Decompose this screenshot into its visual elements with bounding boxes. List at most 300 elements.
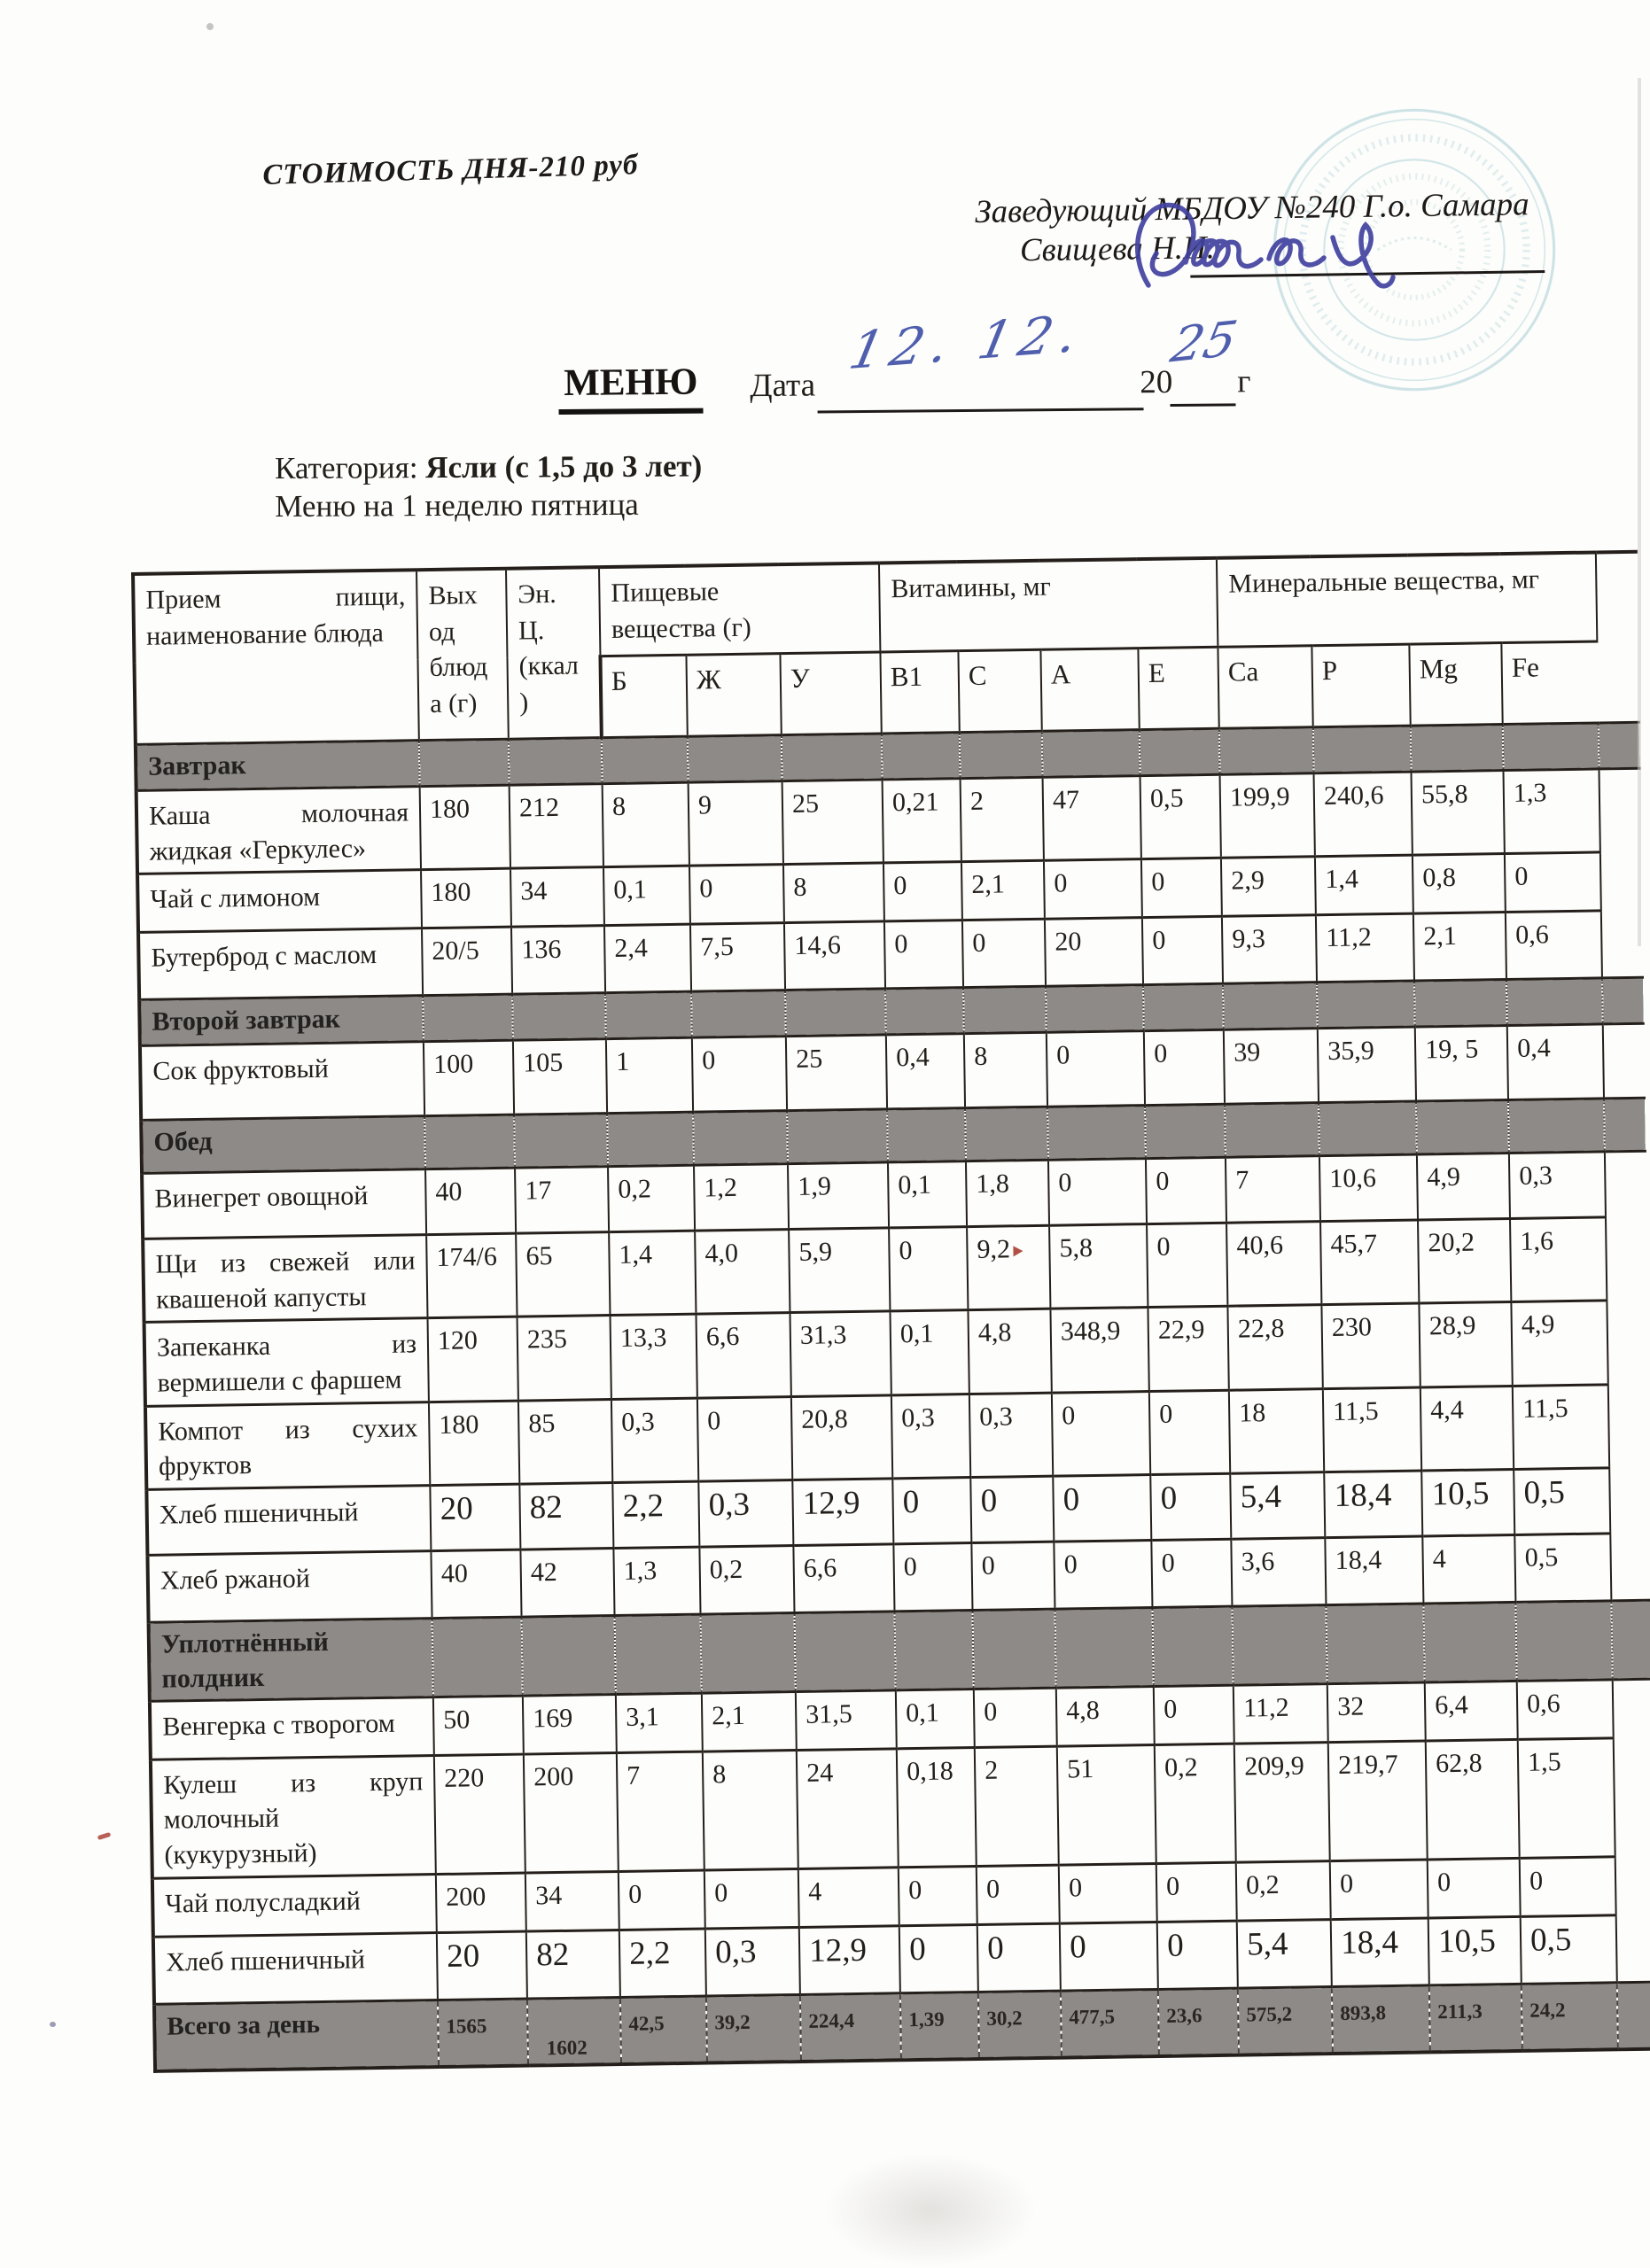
value-cell: 0,5: [1514, 1468, 1610, 1535]
section-cell: [887, 1108, 966, 1162]
value-cell: 0: [1428, 1858, 1521, 1918]
value-cell: 1,5: [1518, 1738, 1615, 1858]
dish-name-cell: Сок фруктовый: [140, 1042, 424, 1121]
value-cell: 0,1: [890, 1310, 969, 1394]
value-cell: 0: [1330, 1859, 1428, 1919]
total-value-cell: 211,3: [1429, 1984, 1522, 2053]
value-cell: 0: [1147, 1223, 1227, 1308]
section-cell: [1225, 1103, 1319, 1158]
value-cell: 0,18: [897, 1747, 977, 1867]
value-cell: 0,4: [886, 1034, 965, 1109]
value-cell: 0: [1054, 1540, 1152, 1609]
value-cell: 7: [1226, 1156, 1320, 1223]
section-overhang: [1602, 977, 1644, 1024]
value-cell: 2,2: [619, 1929, 706, 1997]
dish-name-cell: Чай с лимоном: [137, 870, 422, 933]
value-cell: 10,5: [1421, 1469, 1514, 1536]
value-cell: 0,2: [699, 1545, 794, 1614]
value-cell: 18,4: [1331, 1917, 1429, 1986]
value-cell: 11,2: [1234, 1683, 1328, 1744]
value-cell: 0: [697, 1396, 792, 1481]
value-cell: 0: [889, 1227, 968, 1311]
value-cell: 0,6: [1517, 1680, 1614, 1740]
section-cell: [1046, 985, 1144, 1033]
menu-date-line: [558, 302, 1286, 462]
value-cell: 4,0: [695, 1230, 790, 1315]
section-cell: [963, 986, 1047, 1033]
value-cell: 18,4: [1325, 1536, 1423, 1605]
value-cell: 20,2: [1418, 1219, 1511, 1304]
dish-name-cell: Каша молочная жидкая «Геркулес»: [136, 787, 421, 874]
value-cell: 47: [1043, 776, 1141, 861]
total-value-cell: 477,5: [1061, 1989, 1159, 2058]
value-cell: 0: [1052, 1391, 1150, 1476]
menu-title: МЕНЮ: [558, 361, 704, 415]
value-cell: 7: [617, 1751, 704, 1871]
section-cell: [1219, 727, 1314, 775]
value-cell: 0: [884, 920, 963, 989]
value-cell: 0: [1060, 1922, 1158, 1991]
total-value-cell: 23,6: [1158, 1988, 1239, 2056]
value-cell: 1,8: [966, 1160, 1049, 1226]
value-cell: 0,5: [1521, 1915, 1617, 1984]
section-label: Уплотнённый полдник: [149, 1618, 433, 1701]
value-cell: 1,3: [1504, 769, 1600, 854]
col-header-nutrients-group: Пищевые вещества (г): [599, 563, 880, 656]
section-overhang: [1604, 1098, 1646, 1152]
value-cell: 0,2: [608, 1165, 695, 1231]
dish-name-cell: Винегрет овощной: [142, 1169, 426, 1239]
value-cell: 199,9: [1220, 773, 1315, 858]
dish-name-cell: Компот из сухих фруктов: [145, 1402, 430, 1489]
value-cell: 0: [974, 1688, 1057, 1747]
value-cell: 1,4: [1315, 855, 1413, 915]
dish-name-cell: Венгерка с творогом: [150, 1697, 434, 1759]
dish-name-cell: Бутерброд с маслом: [138, 928, 423, 1000]
value-cell: 174/6: [426, 1233, 517, 1318]
value-cell: 1: [606, 1037, 693, 1113]
value-cell: 0,8: [1413, 854, 1506, 914]
value-cell: 0,2: [1236, 1860, 1331, 1921]
value-cell: 82: [519, 1482, 613, 1550]
col-header-carbs: У: [780, 652, 881, 735]
week-line: Меню на 1 неделю пятница: [275, 486, 639, 524]
value-cell: 220: [434, 1754, 525, 1874]
value-cell: 2,4: [604, 924, 691, 992]
value-cell: 4: [1422, 1534, 1515, 1604]
section-cell: [419, 739, 510, 786]
section-cell: [432, 1617, 523, 1697]
value-cell: 230: [1321, 1303, 1420, 1388]
value-cell: 10,6: [1319, 1154, 1418, 1222]
value-cell: 25: [782, 780, 883, 865]
dish-name-cell: Щи из свежей или квашеной капусты: [143, 1235, 427, 1323]
value-cell: 42: [520, 1548, 614, 1617]
value-cell: 0: [893, 1542, 972, 1611]
section-cell: [1152, 1606, 1233, 1686]
value-cell: 0: [892, 1477, 971, 1543]
value-cell: 18,4: [1324, 1471, 1422, 1538]
row-end: [1599, 768, 1641, 852]
value-cell: 40: [425, 1168, 516, 1234]
dish-name-cell: Чай полусладкий: [152, 1874, 437, 1937]
value-cell: 0,5: [1514, 1534, 1611, 1603]
value-cell: 65: [516, 1232, 610, 1317]
total-value-cell: 1565: [438, 1999, 528, 2067]
value-cell: 0,3: [705, 1927, 800, 1996]
menu-table: [131, 550, 1650, 2073]
value-cell: 10,5: [1428, 1916, 1522, 1985]
director-name: Свищева Н.И.: [1019, 229, 1216, 269]
total-value-cell: 1,39: [900, 1992, 979, 2060]
value-cell: 0,2: [1155, 1744, 1236, 1863]
value-cell: 0: [1150, 1473, 1231, 1540]
value-cell: 1,3: [613, 1547, 700, 1615]
category-value: Ясли (с 1,5 до 3 лет): [425, 448, 703, 485]
section-cell: [1055, 1607, 1153, 1688]
date-underline: [818, 408, 1144, 413]
section-cell: [895, 1610, 974, 1689]
value-cell: 235: [518, 1316, 611, 1401]
value-cell: 51: [1057, 1744, 1156, 1864]
section-cell: [795, 1612, 896, 1692]
dish-name-cell: Кулеш из круп молочный (кукурузный): [151, 1755, 436, 1878]
value-cell: 348,9: [1050, 1308, 1148, 1393]
col-header-minerals-group: Минеральные вещества, мг: [1217, 552, 1597, 647]
value-cell: 2,9: [1221, 857, 1316, 917]
value-cell: 24: [797, 1749, 899, 1868]
col-header-b1: В1: [880, 651, 959, 734]
value-cell: 2,2: [612, 1481, 699, 1548]
value-cell: 169: [523, 1694, 617, 1754]
col-header-energy: Эн. Ц. (ккал ): [506, 567, 602, 739]
value-cell: 0,21: [883, 779, 961, 863]
dish-name-cell: Хлеб пшеничный: [153, 1932, 438, 2004]
value-cell: 8: [964, 1032, 1047, 1107]
ink-speck: [50, 2022, 56, 2027]
scan-edge-streak: [1638, 78, 1641, 946]
section-cell: [1506, 978, 1603, 1026]
value-cell: 20,8: [791, 1394, 892, 1480]
value-cell: 0: [692, 1037, 787, 1113]
section-cell: [1042, 730, 1140, 778]
value-cell: 180: [429, 1401, 519, 1486]
value-cell: 82: [526, 1930, 620, 1999]
total-value-cell: 224,4: [800, 1992, 901, 2062]
value-cell: 209,9: [1234, 1742, 1330, 1861]
dish-name-cell: Запеканка из вермишели с фаршем: [144, 1318, 429, 1406]
value-cell: 35,9: [1318, 1027, 1416, 1103]
value-cell: 1,4: [609, 1231, 696, 1316]
value-cell: 5,4: [1237, 1919, 1332, 1988]
value-cell: 20: [437, 1931, 527, 2000]
value-cell: 8: [603, 782, 689, 867]
value-cell: 50: [433, 1696, 524, 1755]
section-cell: [1326, 1604, 1424, 1684]
year-handwritten: 25: [1166, 309, 1242, 374]
row-end: [1601, 910, 1643, 978]
col-header-a: А: [1040, 649, 1139, 732]
value-cell: 0: [977, 1865, 1060, 1924]
row-end: [1606, 1216, 1647, 1301]
year-prefix: 20: [1140, 363, 1173, 401]
value-cell: 6,4: [1425, 1681, 1518, 1741]
menu-table-body: [136, 722, 1650, 2071]
section-cell: [701, 1612, 796, 1693]
year-underline: [1170, 403, 1235, 407]
section-cell: [512, 993, 606, 1041]
section-cell: [882, 733, 961, 780]
value-cell: 9,3: [1222, 915, 1317, 984]
value-cell: 180: [420, 785, 510, 870]
value-cell: 0: [1047, 1031, 1145, 1107]
value-cell: 0,3: [891, 1394, 970, 1478]
value-cell: 34: [510, 867, 604, 928]
value-cell: 20: [430, 1484, 520, 1550]
dish-row: [151, 1737, 1650, 1878]
value-cell: 1,6: [1510, 1217, 1607, 1302]
row-end: [1613, 1679, 1650, 1738]
section-overhang: [1611, 1600, 1650, 1680]
section-cell: [522, 1615, 616, 1696]
section-cell: [965, 1107, 1048, 1161]
row-end: [1608, 1384, 1650, 1468]
value-cell: 4,8: [1056, 1686, 1155, 1746]
section-cell: [785, 989, 886, 1037]
value-cell: 0,5: [1140, 774, 1221, 859]
menu-table-header: [133, 552, 1639, 745]
col-header-protein: Б: [600, 655, 687, 737]
section-cell: [1503, 723, 1599, 771]
section-cell: [423, 994, 513, 1041]
value-cell: 40: [431, 1550, 521, 1618]
value-cell: 85: [518, 1399, 612, 1484]
section-cell: [972, 1609, 1055, 1689]
value-cell: 0: [899, 1924, 978, 1992]
value-cell: 5,8: [1049, 1224, 1148, 1309]
col-header-mg: Mg: [1409, 643, 1502, 726]
section-cell: [602, 736, 689, 783]
value-cell: 0: [1156, 1862, 1237, 1922]
dish-name-cell: Хлеб ржаной: [147, 1550, 432, 1622]
total-value-cell: 1602: [527, 1997, 621, 2066]
value-cell: 18: [1229, 1388, 1324, 1473]
section-cell: [1319, 1101, 1417, 1156]
section-cell: [509, 738, 603, 786]
section-cell: [1411, 725, 1504, 773]
row-end: [1605, 1151, 1646, 1217]
row-end: [1600, 851, 1642, 911]
value-cell: 11,5: [1513, 1384, 1609, 1469]
menu-table-wrap: [131, 550, 1650, 2073]
value-cell: 5,4: [1230, 1472, 1325, 1539]
value-cell: 1,2: [694, 1164, 789, 1231]
value-cell: 4,9: [1417, 1153, 1510, 1221]
row-end: [1616, 1915, 1650, 1983]
value-cell: 39: [1224, 1029, 1319, 1105]
value-cell: 4,8: [968, 1309, 1051, 1394]
date-handwritten: 12. 12.: [844, 302, 1091, 382]
section-cell: [1508, 1099, 1605, 1153]
col-header-fat: Ж: [686, 654, 781, 737]
value-cell: 3,6: [1231, 1537, 1326, 1606]
col-header-p: P: [1311, 644, 1410, 727]
value-cell: 180: [421, 868, 511, 928]
value-cell: 0: [883, 862, 962, 921]
value-cell: 0,3: [1509, 1152, 1606, 1219]
row-end: [1603, 1023, 1645, 1099]
value-cell: 240,6: [1314, 772, 1413, 857]
value-cell: 4,9: [1511, 1301, 1607, 1386]
row-end: [1607, 1301, 1648, 1385]
section-cell: [514, 1114, 608, 1169]
section-overhang: [1599, 722, 1640, 769]
value-cell: 11,2: [1316, 913, 1414, 983]
total-value-cell: 42,5: [620, 1996, 707, 2064]
total-value-cell: 893,8: [1332, 1984, 1430, 2054]
value-cell: 11,5: [1323, 1387, 1421, 1472]
value-cell: 6,6: [696, 1313, 790, 1398]
value-cell: 20/5: [422, 927, 512, 995]
value-cell: 105: [513, 1039, 607, 1115]
value-cell: 62,8: [1426, 1739, 1520, 1859]
col-header-ca: Ca: [1218, 646, 1312, 729]
total-value-cell: 39,2: [706, 1994, 801, 2063]
value-cell: 8: [703, 1750, 798, 1869]
value-cell: 0,1: [888, 1161, 967, 1228]
value-cell: 4,4: [1420, 1386, 1514, 1471]
section-cell: [1423, 1602, 1516, 1682]
value-cell: 0,3: [969, 1393, 1053, 1478]
value-cell: 0: [1157, 1921, 1238, 1989]
value-cell: 0: [1142, 916, 1223, 984]
value-cell: 12,9: [799, 1925, 900, 1994]
section-cell: [885, 988, 964, 1035]
total-value-cell: 30,2: [978, 1991, 1062, 2059]
section-cell: [1047, 1106, 1146, 1161]
value-cell: 2,1: [702, 1691, 797, 1751]
col-header-meal: Прием пищи, наименование блюда: [133, 570, 419, 744]
value-cell: 28,9: [1419, 1302, 1512, 1387]
value-cell: 100: [424, 1040, 514, 1115]
total-value-cell: 24,2: [1522, 1982, 1618, 2051]
value-cell: 13,3: [611, 1315, 697, 1400]
section-cell: [424, 1115, 515, 1169]
value-cell: 0: [1520, 1856, 1616, 1916]
row-end: [1615, 1856, 1650, 1915]
section-cell: [615, 1614, 702, 1694]
col-header-fe: Fe: [1501, 641, 1598, 725]
section-label: Обед: [141, 1116, 425, 1174]
value-cell: 0: [1053, 1474, 1151, 1542]
section-cell: [1140, 728, 1220, 775]
value-cell: 22,8: [1227, 1305, 1322, 1390]
value-cell: 3,1: [616, 1693, 703, 1752]
value-cell: 5,9: [789, 1228, 890, 1313]
value-cell: 6,6: [793, 1544, 894, 1613]
value-cell: 0: [1141, 858, 1222, 917]
value-cell: 0,4: [1507, 1024, 1604, 1100]
section-cell: [1414, 980, 1507, 1028]
header-overhang: [1596, 552, 1639, 723]
dish-name-cell: Хлеб пшеничный: [146, 1485, 431, 1555]
value-cell: 55,8: [1412, 771, 1505, 856]
category-line: [275, 447, 702, 487]
value-cell: 14,6: [784, 921, 885, 990]
value-cell: 0: [1048, 1159, 1147, 1226]
value-cell: 2,1: [1413, 913, 1506, 982]
value-cell: 0: [899, 1866, 977, 1925]
red-pen-speck: [97, 1832, 112, 1840]
value-cell: 0: [1044, 859, 1142, 920]
section-cell: [605, 991, 692, 1038]
value-cell: 9: [689, 781, 783, 866]
section-cell: [1515, 1601, 1612, 1682]
col-header-output: Вых од блюд а (г): [416, 569, 509, 741]
scan-smudge: [824, 2153, 1037, 2268]
total-label: Всего за день: [154, 2000, 439, 2071]
value-cell: 0: [1505, 852, 1601, 913]
date-label: Дата: [750, 367, 816, 405]
value-cell: 0: [962, 919, 1046, 987]
category-block: [275, 447, 703, 525]
value-cell: 9,2: [967, 1225, 1050, 1310]
value-cell: 0: [1146, 1157, 1226, 1223]
col-header-vitamins-group: Витамины, мг: [879, 558, 1218, 652]
director-signature: [1117, 186, 1515, 307]
section-cell: [787, 1109, 888, 1164]
value-cell: 0: [971, 1542, 1055, 1610]
value-cell: 219,7: [1328, 1741, 1428, 1860]
section-cell: [1232, 1604, 1327, 1685]
section-label: Второй завтрак: [139, 996, 424, 1046]
value-cell: 200: [524, 1752, 619, 1872]
section-cell: [688, 735, 782, 783]
value-cell: 0: [1149, 1390, 1230, 1475]
value-cell: 212: [510, 784, 603, 869]
section-cell: [693, 1111, 788, 1166]
value-cell: 7,5: [690, 923, 785, 992]
row-end: [1614, 1737, 1650, 1856]
col-header-e: Е: [1138, 647, 1218, 729]
value-cell: 20: [1045, 918, 1143, 987]
value-cell: 1,9: [788, 1162, 889, 1230]
section-cell: [1145, 1104, 1226, 1158]
value-cell: 32: [1327, 1682, 1426, 1743]
value-cell: 0: [704, 1868, 799, 1929]
value-cell: 0,6: [1506, 911, 1602, 980]
col-header-c: С: [958, 649, 1041, 732]
director-title-line: Заведующий МБДОУ №240 Г.о. Самара: [975, 186, 1529, 230]
value-cell: 0: [977, 1923, 1061, 1992]
value-cell: 0: [1154, 1685, 1234, 1744]
section-cell: [691, 990, 786, 1038]
value-cell: 2: [975, 1746, 1059, 1866]
section-cell: [1313, 726, 1412, 773]
value-cell: 0: [619, 1870, 705, 1930]
value-cell: 2: [961, 777, 1044, 862]
value-cell: 19, 5: [1415, 1026, 1508, 1102]
value-cell: 22,9: [1148, 1307, 1228, 1392]
value-cell: 8: [783, 863, 884, 923]
value-cell: 0,3: [698, 1480, 793, 1547]
row-end: [1609, 1467, 1650, 1534]
section-cell: [1223, 983, 1318, 1030]
value-cell: 4: [798, 1867, 899, 1927]
section-label: Завтрак: [136, 741, 420, 791]
value-cell: 0: [1151, 1539, 1232, 1607]
section-cell: [782, 734, 883, 781]
